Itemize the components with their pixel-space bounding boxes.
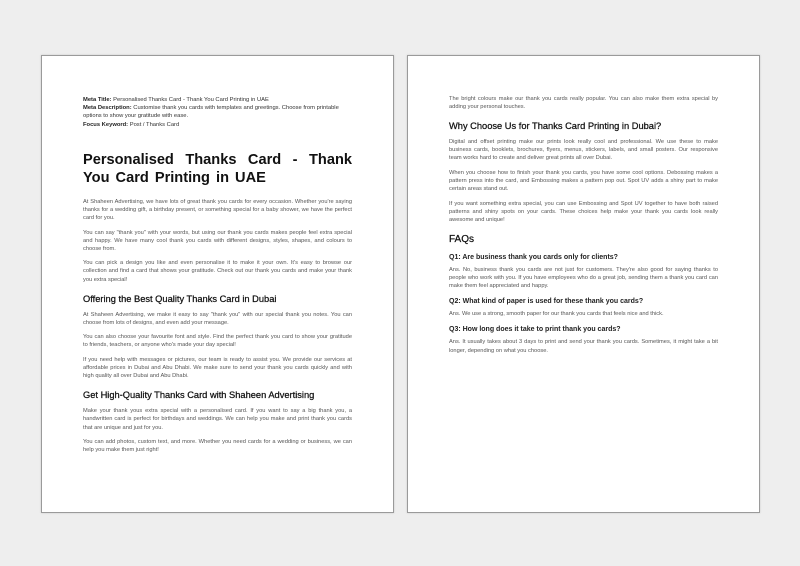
- faq-answer-2: Ans. We use a strong, smooth paper for our thank you cards that feels nice and thick.: [449, 311, 664, 318]
- why-paragraph-2: When you choose how to finish your thank you cards, you have some cool options. Debossing makes a pattern press into the card, and Embossing makes a pattern pop out. Spot UV adds a shiny part to make certain areas stand out.: [449, 169, 718, 193]
- faq-question-3: Q3: How long does it take to print thank you cards?: [449, 326, 621, 334]
- why-paragraph-1: Digital and offset printing make our prints look really cool and professional. We use these to make business cards, booklets, brochures, flyers, menus, stickers, labels, and small posters. Our responsive team works hard to create and deliver great prints all over Dubai.: [449, 139, 718, 162]
- section2-paragraph-2: You can add photos, custom text, and more. Whether you need cards for a wedding or business, we can help you make them just right!: [83, 439, 352, 454]
- continued-paragraph: The bright colours make our thank you cards really popular. You can also make them extra special by adding your personal touches.: [449, 96, 718, 111]
- document-page-left: [41, 55, 394, 513]
- section1-paragraph-3: If you need help with messages or pictures, our team is ready to assist you. We provide our services at affordable prices in Dubai and Abu Dhabi. We make sure to send your thank you cards quickly and with high quality all over Dubai and Abu Dhabi.: [83, 357, 352, 380]
- section-heading-best-quality: Offering the Best Quality Thanks Card in Dubai: [83, 293, 277, 304]
- page-content: [449, 95, 718, 361]
- faq-question-1: Q1: Are business thank you cards only for clients?: [449, 254, 618, 262]
- section1-paragraph-2: You can also choose your favourite font and style. Find the perfect thank you card to show your gratitude to friends, teachers, or anyone who's made your day special!: [83, 334, 352, 349]
- section-heading-high-quality: Get High-Quality Thanks Card with Shaheen Advertising: [83, 390, 315, 401]
- page-content: [83, 96, 352, 461]
- why-paragraph-3: If you want something extra special, you can use Embossing and Spot UV together to have both raised patterns and shiny spots on your cards. These choices help make your thank you cards look really awesome and unique!: [449, 200, 718, 223]
- intro-paragraph-3: You can pick a design you like and even personalise it to make it your own. It's easy to browse our collection and find a card that shows your gratitude. Check out our thank you cards and make your thank you extra special!: [83, 260, 352, 283]
- faq-answer-1: Ans. No, business thank you cards are not just for customers. They're also good for saying thanks to people who work with you. If you have employees who do a great job, sending them a thank you card can make them feel appreciated and happy.: [449, 267, 718, 290]
- section2-paragraph-1: Make your thank yous extra special with a personalised card. If you want to say a big thank you, a handwritten card is perfect for birthdays and weddings. We can help you make and print thank you cards that are unique and just for you.: [83, 408, 352, 431]
- intro-paragraph-1: At Shaheen Advertising, we have lots of great thank you cards for every occasion. Whether you're saying thanks for a wedding gift, a birthday present, or something special for a baby shower, we have the perfect card for you.: [83, 198, 352, 221]
- page-title: Personalised Thanks Card - Thank You Card Printing in UAE: [83, 151, 352, 187]
- meta-title: Meta Title: Personalised Thanks Card - Thank You Card Printing in UAE: [83, 97, 269, 103]
- section-heading-why-choose-us: Why Choose Us for Thanks Card Printing in Dubai?: [449, 121, 662, 132]
- faq-answer-3: Ans. It usually takes about 3 days to print and send your thank you cards. Sometimes, it might take a bit longer, depending on what you choose.: [449, 339, 718, 354]
- document-page-right: [407, 55, 760, 513]
- meta-description: Meta Description: Customise thank you cards with templates and greetings. Choose from printable options to show your gratitude with ease.: [83, 105, 339, 120]
- meta-keyword: Focus Keyword: Post / Thanks Card: [83, 121, 180, 128]
- intro-paragraph-2: You can say "thank you" with your words, but using our thank you cards makes people feel extra special and happy. We have many cool thank you cards with different designs, styles, shapes, and colours to choose from.: [83, 229, 352, 252]
- section1-paragraph-1: At Shaheen Advertising, we make it easy to say "thank you" with our special thank you notes. You can choose from lots of designs, and even add your message.: [83, 311, 352, 326]
- faq-question-2: Q2: What kind of paper is used for these thank you cards?: [449, 298, 644, 306]
- meta-block: [83, 96, 352, 129]
- faq-heading: FAQs: [449, 234, 475, 246]
